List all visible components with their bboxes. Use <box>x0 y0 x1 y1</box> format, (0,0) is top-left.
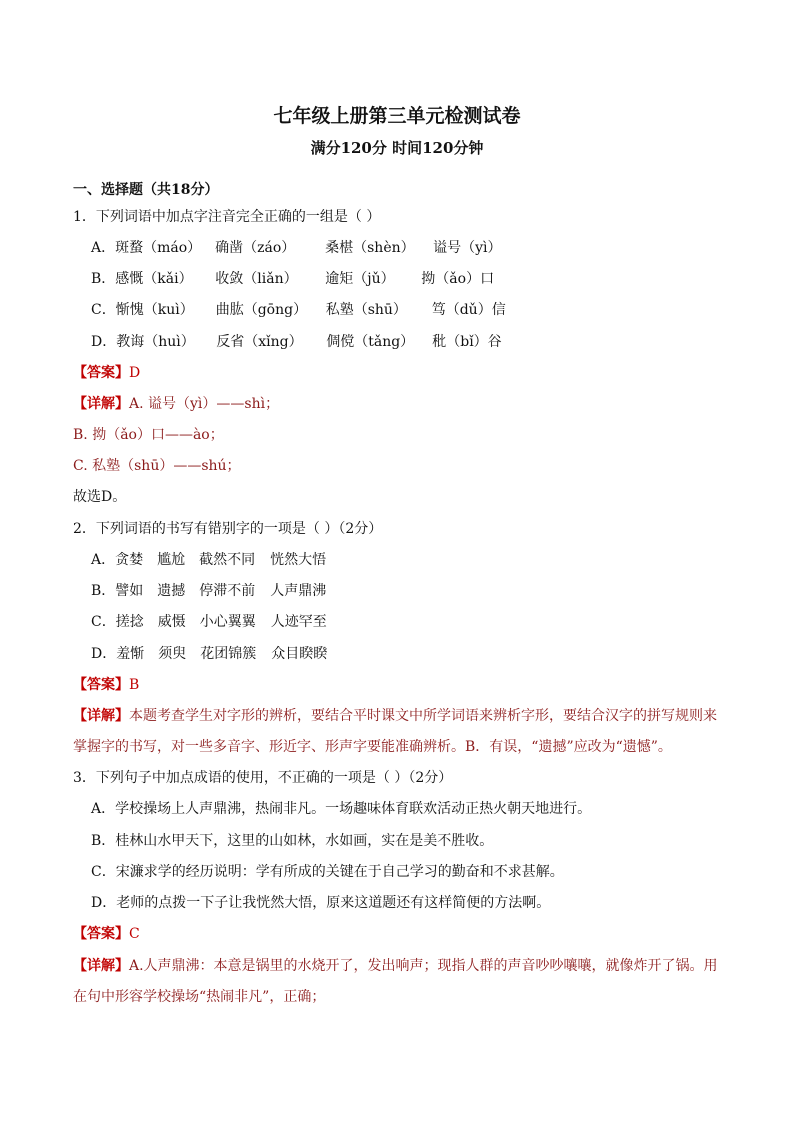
detail-tag: 【详解】 <box>73 958 129 974</box>
option-word: 桑椹（shèn） <box>325 240 415 256</box>
answer-tag: 【答案】 <box>73 365 129 381</box>
q1-detail-b: B. 拗（ǎo）口——ào； <box>73 427 224 443</box>
q3-option-c: C．宋濂求学的经历说明：学有所成的关键在于自己学习的勤奋和不求甚解。 <box>91 864 564 880</box>
detail-text: 本题考查学生对字形的辨析，要结合平时课文中所学词语来辨析字形，要结合汉字的拼写规则来 <box>129 708 717 724</box>
option-label: D． <box>91 334 117 350</box>
question-2-stem: 2．下列词语的书写有错别字的一项是（ ）（2分） <box>73 521 383 537</box>
option-word: 惭愧（kuì） <box>115 302 194 318</box>
q3-detail-line-2: 在句中形容学校操场“热闹非凡”，正确； <box>73 989 326 1005</box>
q2-option-c <box>91 613 327 631</box>
option-word: 尴尬 <box>157 552 186 568</box>
option-label: D． <box>91 646 117 662</box>
q2-option-b <box>91 582 326 600</box>
q1-option-a <box>91 239 502 257</box>
question-3-stem: 3．下列句子中加点成语的使用，不正确的一项是（ ）（2分） <box>73 770 453 786</box>
detail-text: A. 谥号（yì）——shì； <box>129 396 280 412</box>
option-word: 私塾（shū） <box>325 302 407 318</box>
q3-answer <box>73 925 140 943</box>
q1-option-d <box>91 333 502 351</box>
option-word: 截然不同 <box>199 552 256 568</box>
q2-answer <box>73 676 139 694</box>
option-word: 逾矩（jǔ） <box>325 271 395 287</box>
option-label: A． <box>91 240 116 256</box>
option-word: 秕（bǐ）谷 <box>432 334 502 350</box>
option-label: C． <box>91 302 116 318</box>
option-word: 花团锦簇 <box>200 646 257 662</box>
option-word: 小心翼翼 <box>199 614 256 630</box>
answer-value: C <box>129 926 140 942</box>
option-word: 羞惭 <box>116 646 145 662</box>
answer-value: B <box>129 677 140 693</box>
option-label: B． <box>91 271 116 287</box>
answer-tag: 【答案】 <box>73 926 129 942</box>
option-word: 人声鼎沸 <box>270 583 327 599</box>
option-label: A． <box>91 552 116 568</box>
option-label: B． <box>91 583 116 599</box>
q2-option-d <box>91 645 327 663</box>
option-word: 停滞不前 <box>199 583 256 599</box>
q3-option-d: D．老师的点拨一下子让我恍然大悟，原来这道题还有这样简便的方法啊。 <box>91 895 551 911</box>
answer-value: D <box>129 365 141 381</box>
q1-conclusion: 故选D。 <box>73 489 127 505</box>
option-word: 确凿（záo） <box>215 240 296 256</box>
option-word: 斑蝥（máo） <box>115 240 202 256</box>
option-word: 搓捻 <box>115 614 144 630</box>
q1-detail-c: C. 私塾（shū）——shú； <box>73 458 241 474</box>
q3-detail-line-1 <box>73 957 718 975</box>
q1-detail-a <box>73 395 279 413</box>
answer-tag: 【答案】 <box>73 677 129 693</box>
option-word: 教诲（huì） <box>116 334 195 350</box>
detail-text: A.人声鼎沸：本意是锅里的水烧开了，发出响声；现指人群的声音吵吵嚷嚷，就像炸开了锅。用 <box>129 958 718 974</box>
option-word: 须臾 <box>158 646 187 662</box>
option-word: 人迹罕至 <box>270 614 327 630</box>
q1-option-b <box>91 270 494 288</box>
detail-tag: 【详解】 <box>73 396 129 412</box>
q2-option-a <box>91 551 326 569</box>
option-word: 反省（xǐng） <box>216 334 303 350</box>
option-word: 倜傥（tǎng） <box>326 334 415 350</box>
page-subtitle: 满分120分 时间120分钟 <box>310 139 484 157</box>
option-word: 众目睽睽 <box>271 646 328 662</box>
option-label: C． <box>91 614 116 630</box>
option-word: 收敛（liǎn） <box>215 271 298 287</box>
q3-option-b: B．桂林山水甲天下，这里的山如林，水如画，实在是美不胜收。 <box>91 833 494 849</box>
option-word: 笃（dǔ）信 <box>431 302 506 318</box>
q2-detail-line-1 <box>73 707 717 725</box>
option-word: 譬如 <box>115 583 144 599</box>
section-heading: 一、选择题（共18分） <box>73 182 219 198</box>
question-1-stem: 1．下列词语中加点字注音完全正确的一组是（ ） <box>73 209 381 225</box>
option-word: 曲肱（gōng） <box>215 302 308 318</box>
q1-option-c <box>91 301 506 319</box>
q1-answer <box>73 364 140 382</box>
q3-option-a: A．学校操场上人声鼎沸，热闹非凡。一场趣味体育联欢活动正热火朝天地进行。 <box>91 801 592 817</box>
q2-detail-line-2: 掌握字的书写，对一些多音字、形近字、形声字要能准确辨析。B．有误，“遗撼”应改为“遗憾”。 <box>73 739 672 755</box>
option-word: 恍然大悟 <box>270 552 327 568</box>
option-word: 贪婪 <box>115 552 144 568</box>
option-word: 威慑 <box>157 614 186 630</box>
option-word: 谥号（yì） <box>433 240 502 256</box>
option-word: 遗撼 <box>157 583 186 599</box>
page-title: 七年级上册第三单元检测试卷 <box>273 105 521 127</box>
option-word: 拗（ǎo）口 <box>421 271 495 287</box>
option-word: 感慨（kǎi） <box>115 271 193 287</box>
detail-tag: 【详解】 <box>73 708 129 724</box>
